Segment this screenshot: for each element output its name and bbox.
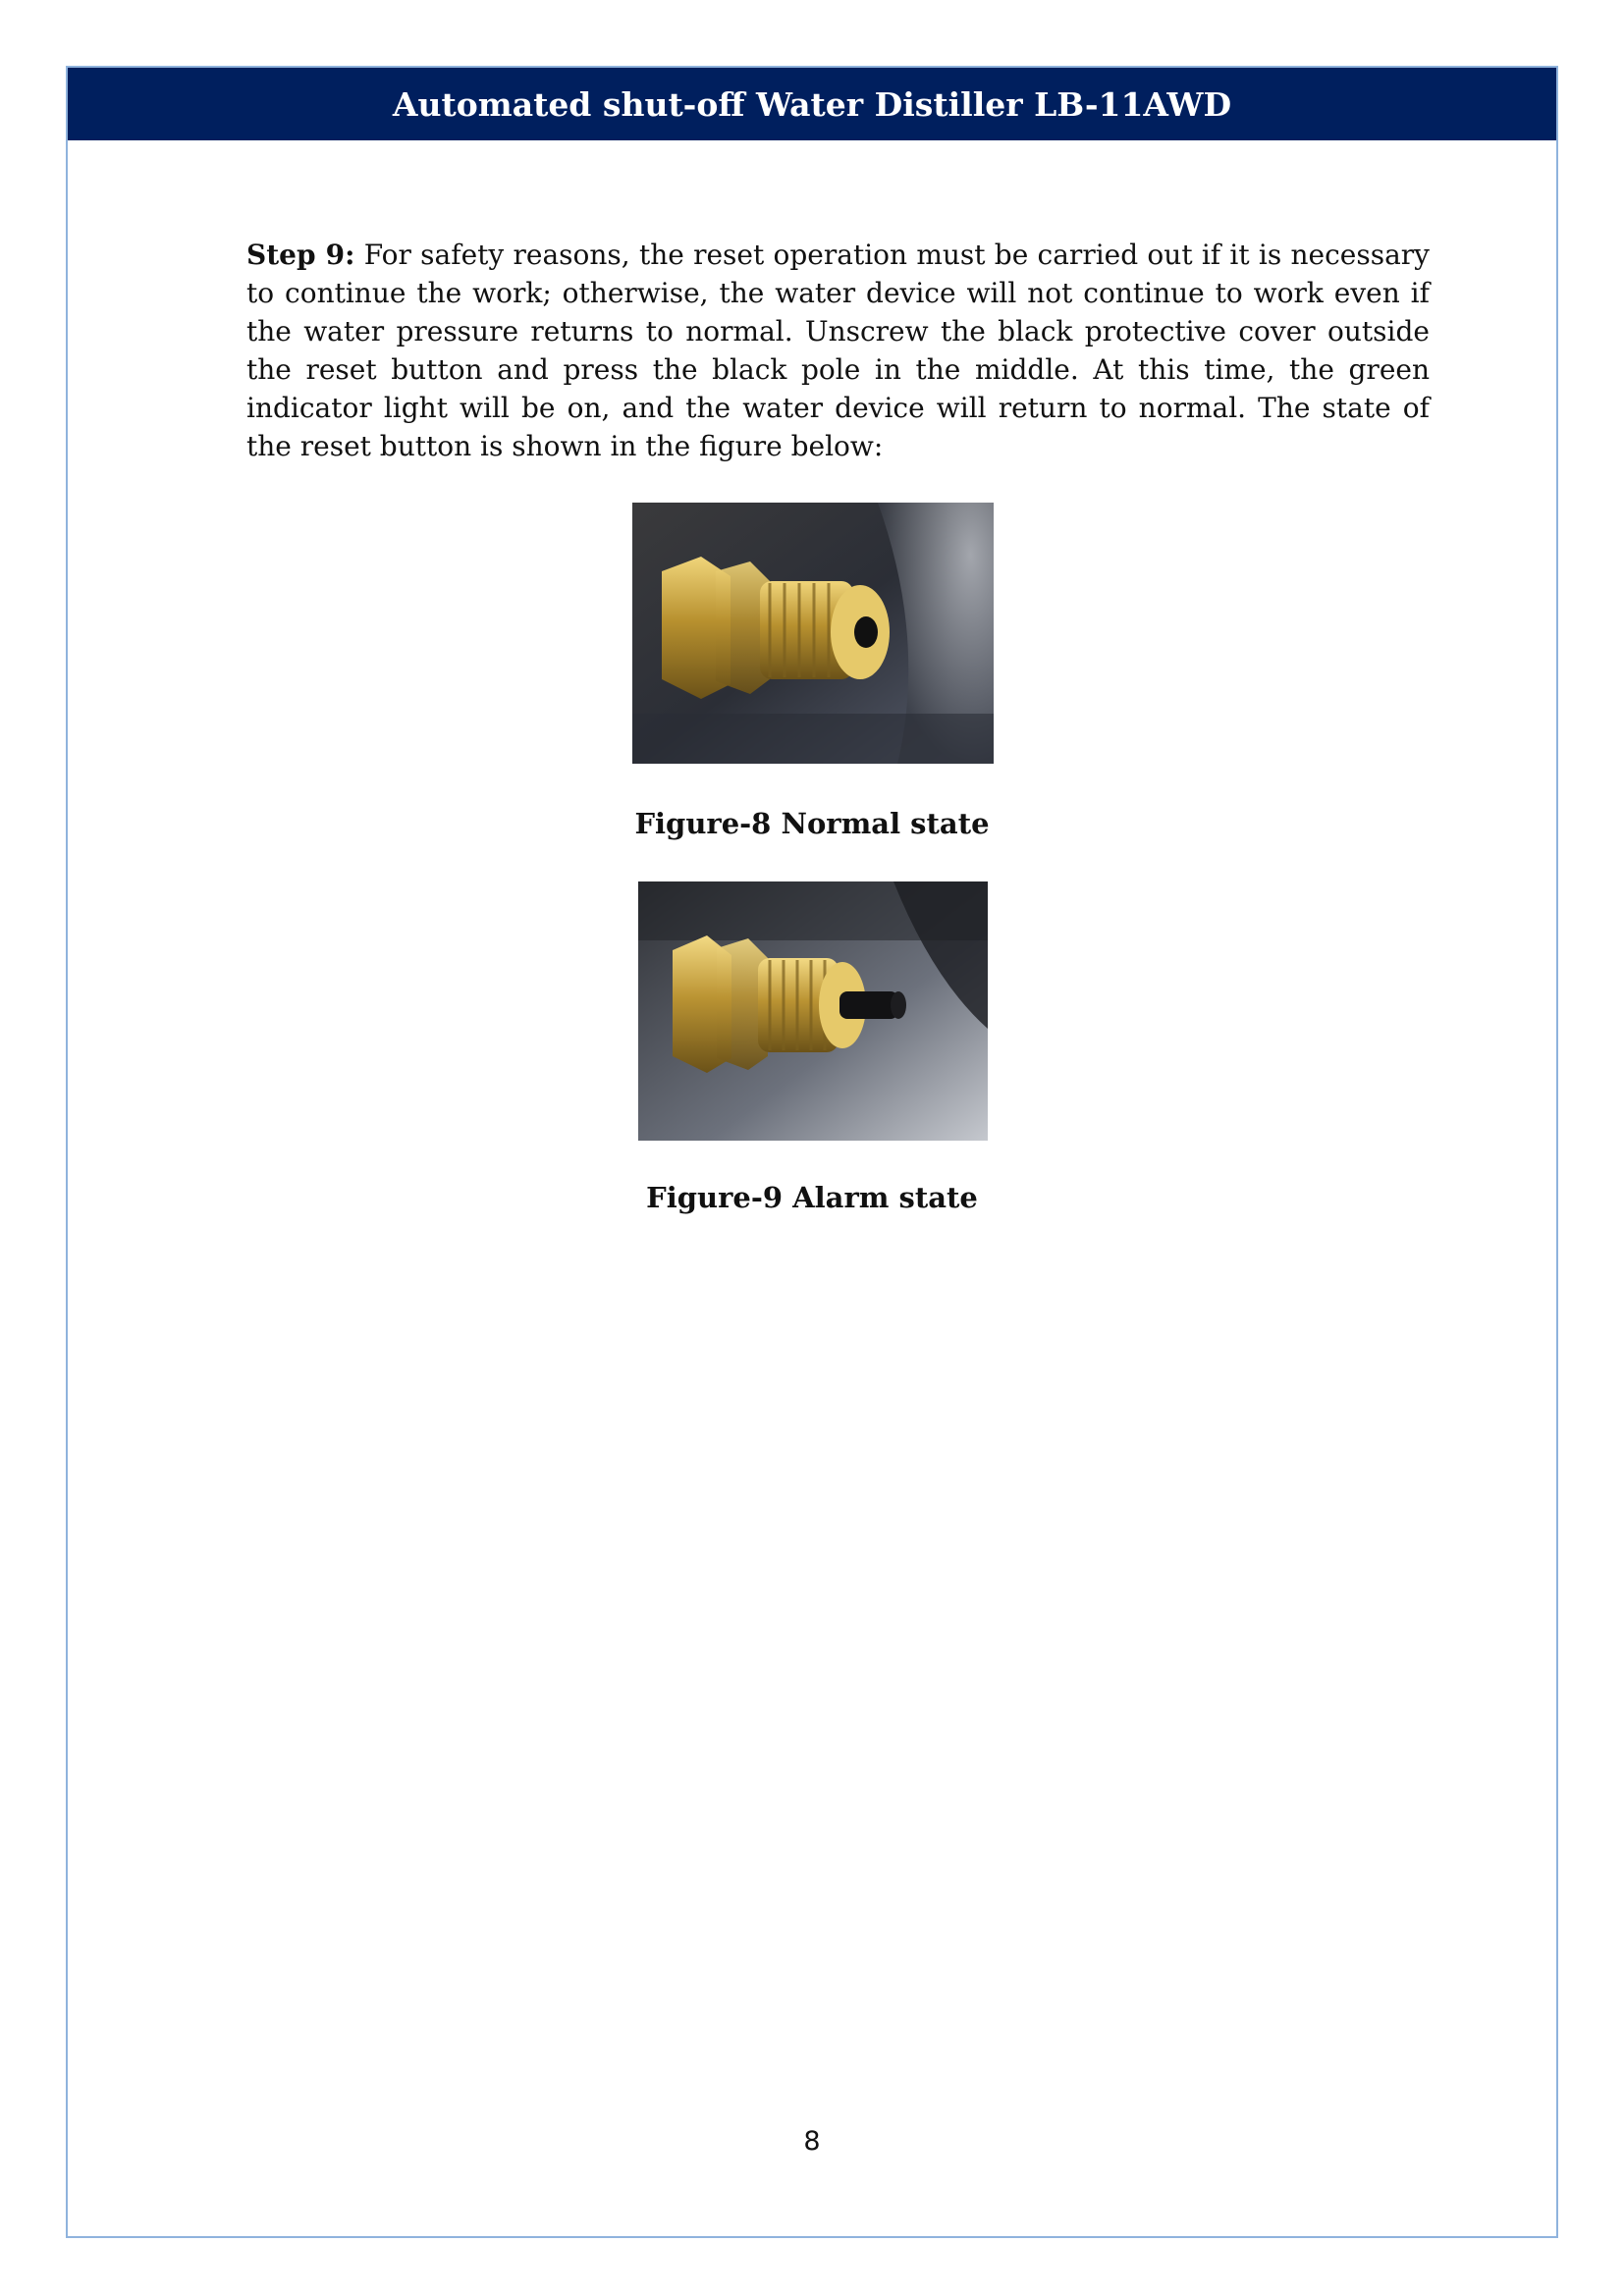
header-title: Automated shut-off Water Distiller LB-11AWD	[392, 84, 1232, 124]
figure-normal-state-photo	[632, 503, 994, 764]
figure-9-caption: Figure-9 Alarm state	[646, 1181, 978, 1214]
step-text: For safety reasons, the reset operation must be carried out if it is necessary to continue the work; otherwise, the water device will not continue to work even if the water pressure returns to normal. Unscrew the black protective cover outside the reset button and press the black pole in the middle. At this time, the green indicator light will be on, and the water device will return to normal. The state of the reset button is shown in the figure below:	[246, 239, 1430, 462]
figure-8-caption: Figure-8 Normal state	[634, 807, 990, 840]
page-header	[68, 68, 1556, 140]
step-label: Step 9:	[246, 239, 355, 271]
page-number: 8	[803, 2126, 821, 2157]
step-paragraph	[246, 236, 1430, 465]
figure-alarm-state-photo	[638, 881, 988, 1141]
